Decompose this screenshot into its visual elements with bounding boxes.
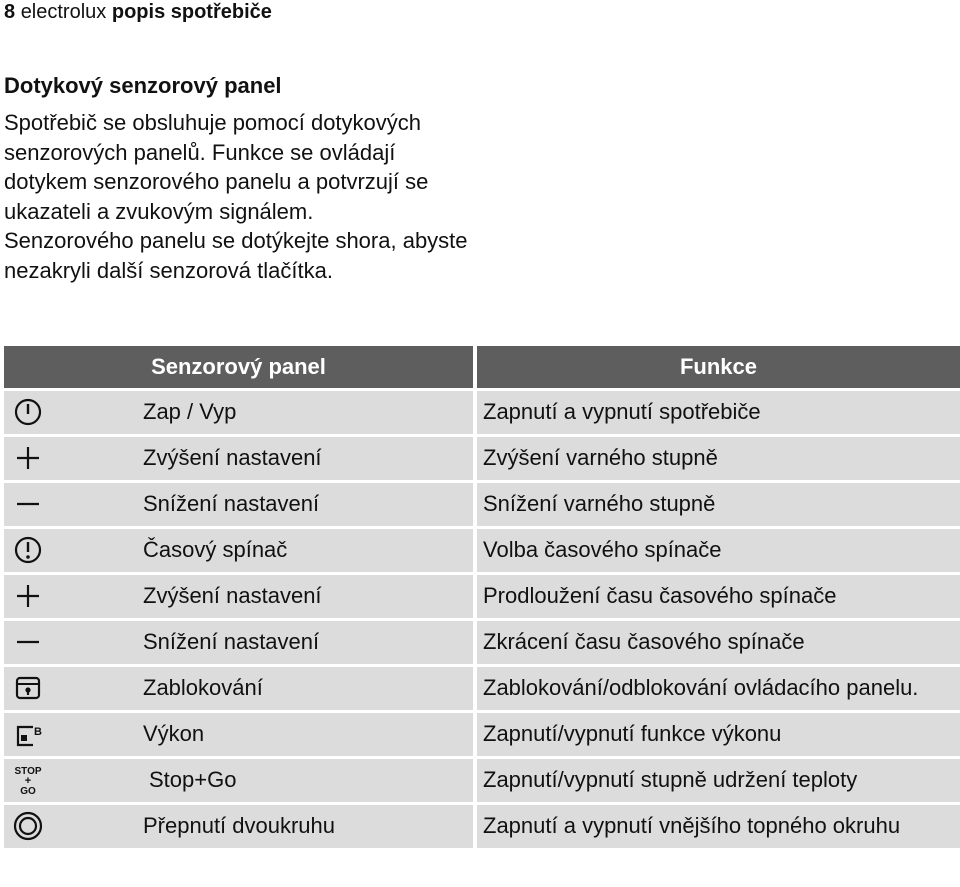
row-function: Zablokování/odblokování ovládacího panelu. xyxy=(477,667,960,710)
plus-icon xyxy=(12,580,44,612)
svg-text:GO: GO xyxy=(20,786,36,796)
table-header-row xyxy=(4,346,960,388)
intro-text xyxy=(4,108,474,285)
row-function: Zapnutí/vypnutí stupně udržení teploty xyxy=(477,759,960,802)
icon-cell xyxy=(4,805,131,848)
plus-icon xyxy=(12,442,44,474)
icon-cell xyxy=(4,437,131,480)
dual-circuit-icon xyxy=(12,810,44,842)
table-row xyxy=(4,483,960,526)
row-name: Stop+Go xyxy=(131,759,477,802)
section-name: popis spotřebiče xyxy=(111,1,272,23)
icon-cell xyxy=(4,667,131,710)
icon-cell xyxy=(4,713,131,756)
row-function: Snížení varného stupně xyxy=(477,483,960,526)
icon-cell xyxy=(4,759,131,802)
table-row xyxy=(4,437,960,480)
page-header xyxy=(4,0,272,24)
row-name: Snížení nastavení xyxy=(131,621,477,664)
svg-text:+: + xyxy=(24,775,32,787)
row-name: Zap / Vyp xyxy=(131,391,477,434)
table-row xyxy=(4,575,960,618)
table-row xyxy=(4,529,960,572)
timer-icon xyxy=(12,534,44,566)
minus-icon xyxy=(12,626,44,658)
icon-cell xyxy=(4,529,131,572)
icon-cell xyxy=(4,483,131,526)
sensor-panel-table xyxy=(4,343,960,851)
row-function: Zapnutí/vypnutí funkce výkonu xyxy=(477,713,960,756)
table-row xyxy=(4,805,960,848)
icon-cell xyxy=(4,575,131,618)
row-function: Zkrácení času časového spínače xyxy=(477,621,960,664)
table-row xyxy=(4,713,960,756)
svg-text:B: B xyxy=(34,726,42,738)
row-function: Zapnutí a vypnutí spotřebiče xyxy=(477,391,960,434)
lock-icon xyxy=(12,672,44,704)
icon-cell xyxy=(4,621,131,664)
table-row xyxy=(4,621,960,664)
table-row xyxy=(4,391,960,434)
intro-paragraph-2: Senzorového panelu se dotýkejte shora, abyste nezakryli další senzorová tlačítka. xyxy=(4,228,468,283)
booster-icon xyxy=(12,718,44,750)
section-title: Dotykový senzorový panel xyxy=(4,73,282,98)
header-function: Funkce xyxy=(477,346,960,388)
row-name: Zvýšení nastavení xyxy=(131,575,477,618)
minus-icon xyxy=(12,488,44,520)
table-row xyxy=(4,667,960,710)
stop-go-icon xyxy=(12,764,44,796)
brand-name: electrolux xyxy=(20,1,107,23)
intro-paragraph-1: Spotřebič se obsluhuje pomocí dotykových senzorových panelů. Funkce se ovládají dotykem senzorového panelu a potvrzují se ukazateli a zvukovým signálem. xyxy=(4,110,429,224)
page-number: 8 xyxy=(4,1,16,23)
row-name: Zablokování xyxy=(131,667,477,710)
svg-text:STOP: STOP xyxy=(14,766,42,777)
icon-cell xyxy=(4,391,131,434)
row-name: Časový spínač xyxy=(131,529,477,572)
row-function: Zapnutí a vypnutí vnějšího topného okruhu xyxy=(477,805,960,848)
row-function: Volba časového spínače xyxy=(477,529,960,572)
row-name: Snížení nastavení xyxy=(131,483,477,526)
header-panel: Senzorový panel xyxy=(4,346,477,388)
row-function: Prodloužení času časového spínače xyxy=(477,575,960,618)
row-name: Přepnutí dvoukruhu xyxy=(131,805,477,848)
row-name: Zvýšení nastavení xyxy=(131,437,477,480)
table-row xyxy=(4,759,960,802)
row-name: Výkon xyxy=(131,713,477,756)
power-icon xyxy=(12,396,44,428)
row-function: Zvýšení varného stupně xyxy=(477,437,960,480)
